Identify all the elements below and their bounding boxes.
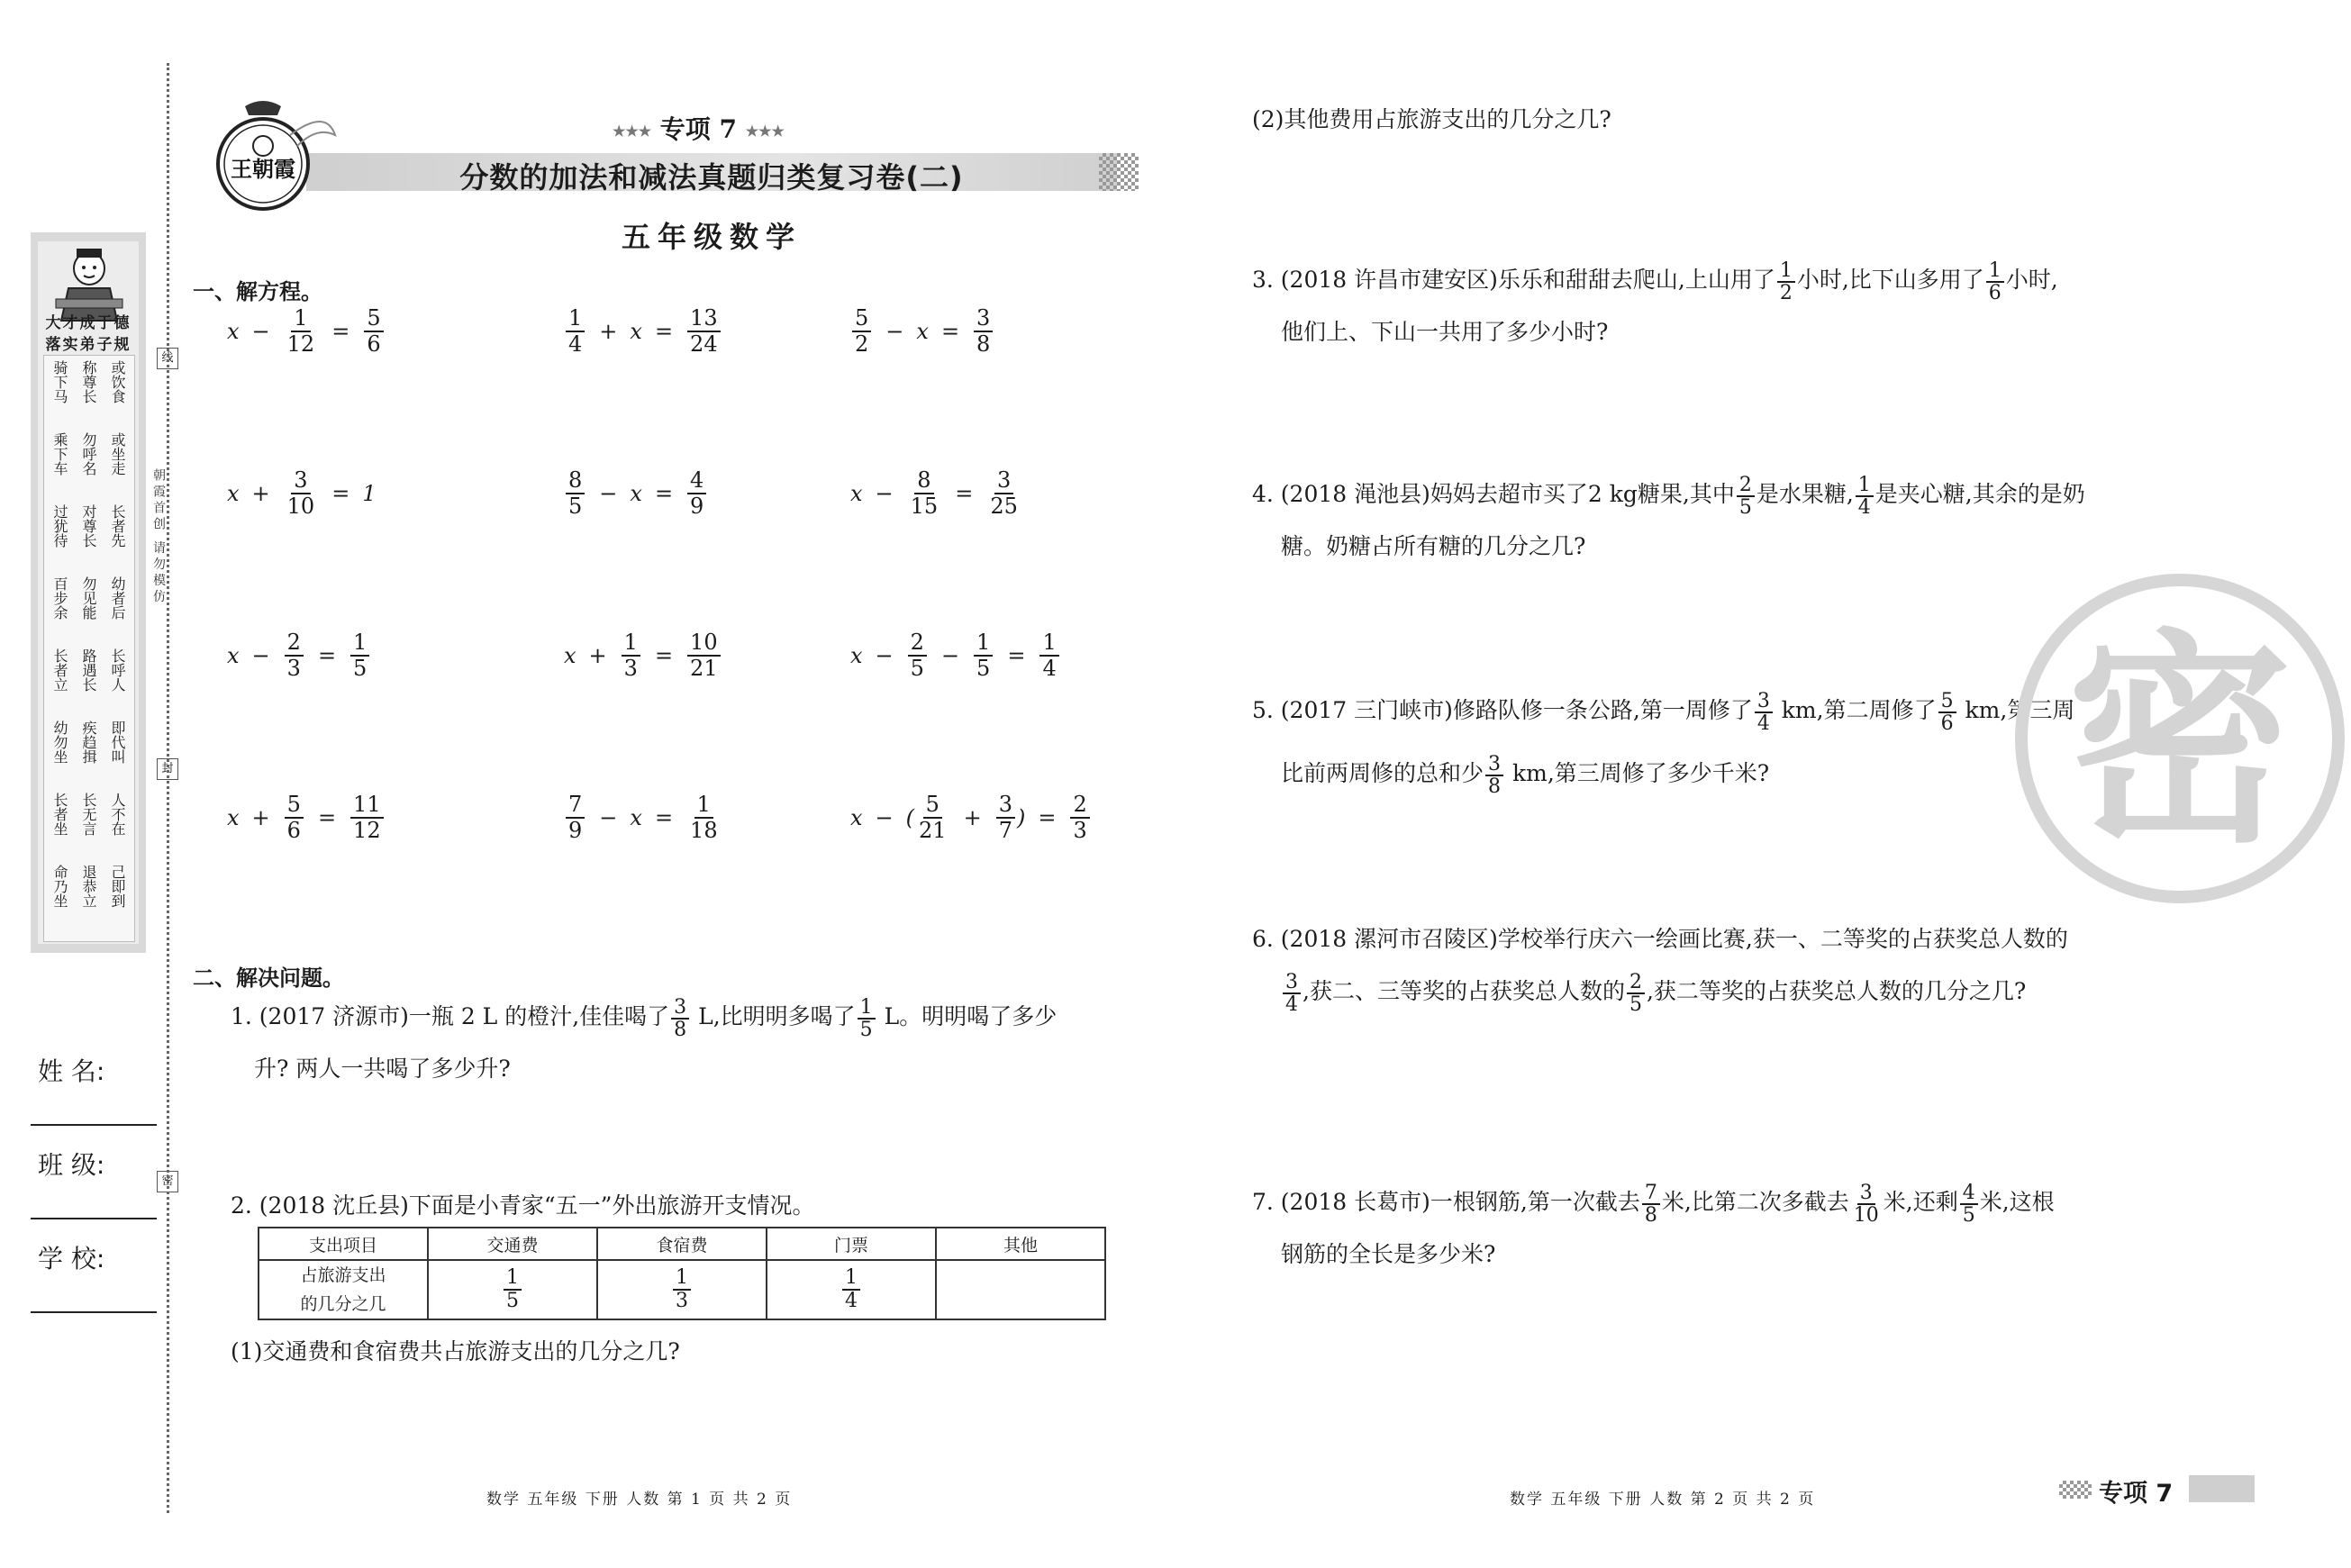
rule-text: 幼勿坐 <box>51 721 68 764</box>
text-segment: ,获二、三等奖的占获奖总人数的 <box>1303 978 1625 1004</box>
denominator: 6 <box>1988 281 2002 304</box>
table-cell-empty <box>936 1260 1105 1319</box>
text-segment <box>1642 1183 1660 1226</box>
numerator: 3 <box>1283 972 1301 994</box>
fraction <box>285 468 318 519</box>
text-segment: = <box>1038 805 1057 830</box>
footer-right: 数学 五年级 下册 人数 第 2 页 共 2 页 <box>1510 1491 1816 1509</box>
denominator: 9 <box>690 494 704 519</box>
numerator: 10 <box>687 630 721 657</box>
denominator: 10 <box>286 494 315 519</box>
class-field[interactable] <box>31 1218 157 1219</box>
question-2: 2. (2018 沈丘县)下面是小青家“五一”外出旅游开支情况。 <box>231 1192 815 1219</box>
text-segment: x <box>227 481 240 506</box>
numerator: 3 <box>974 306 993 332</box>
text-segment <box>1856 475 1874 518</box>
denominator: 3 <box>623 656 638 681</box>
text-segment: + <box>963 805 982 830</box>
numerator: 5 <box>852 306 871 332</box>
text-segment <box>1283 972 1301 1015</box>
text-segment: L,比明明多喝了 <box>691 1003 856 1029</box>
svg-text:密: 密 <box>2067 611 2292 873</box>
text-segment: x <box>564 643 576 668</box>
equation-1 <box>227 306 386 357</box>
numerator: 1 <box>694 793 713 819</box>
equation-4 <box>227 468 377 519</box>
numerator: 5 <box>1938 691 1956 713</box>
denominator: 5 <box>353 656 368 681</box>
section-1-title: 一、解方程。 <box>193 279 322 304</box>
text-segment: 米,还剩 <box>1883 1189 1958 1215</box>
table-header: 其他 <box>936 1228 1105 1260</box>
fraction <box>974 630 993 681</box>
numerator: 7 <box>566 793 585 819</box>
cut-mark-line: 线 <box>157 348 178 369</box>
numerator: 4 <box>1960 1183 1978 1205</box>
numerator: 1 <box>504 1267 522 1291</box>
denominator: 3 <box>286 656 301 681</box>
denominator: 3 <box>1073 818 1087 843</box>
numerator: 2 <box>1627 972 1645 994</box>
rule-text: 骑下马 <box>51 360 68 403</box>
text-segment: x <box>227 319 240 344</box>
text-segment <box>1777 260 1795 304</box>
text-segment: − <box>875 805 894 830</box>
text-segment: 是夹心糖,其余的是奶 <box>1874 481 2085 507</box>
stars-right: ★★★ <box>745 122 785 140</box>
rule-text: 百步余 <box>51 576 68 620</box>
denominator: 10 <box>1853 1203 1879 1227</box>
equation-11 <box>564 793 722 843</box>
text-segment: 4. (2018 渑池县)妈妈去超市买了2 kg糖果,其中 <box>1252 481 1735 507</box>
numerator: 2 <box>908 630 927 657</box>
footer-left: 数学 五年级 下册 人数 第 1 页 共 2 页 <box>486 1491 793 1509</box>
numerator: 3 <box>996 793 1015 819</box>
equation-9 <box>850 630 1061 681</box>
special-tab: 专项 7 <box>2099 1480 2174 1508</box>
denominator: 9 <box>568 818 583 843</box>
denominator: 2 <box>855 331 869 357</box>
numerator: 3 <box>1485 754 1503 776</box>
numerator: 11 <box>350 793 384 819</box>
text-segment: − <box>885 319 904 344</box>
fraction <box>1070 793 1089 843</box>
text-segment: 比前两周修的总和少 <box>1281 760 1484 786</box>
denominator: 12 <box>286 331 315 357</box>
denominator: 8 <box>1644 1203 1657 1227</box>
motto-line-1: 大才成于德 <box>45 314 132 332</box>
numerator: 5 <box>364 306 383 332</box>
rule-text: 人不在 <box>109 793 126 836</box>
special-number: 专项 7 <box>659 114 738 144</box>
text-segment: x <box>630 805 642 830</box>
denominator: 5 <box>1629 992 1642 1016</box>
fraction <box>908 468 941 519</box>
class-label: 班 级: <box>38 1150 105 1180</box>
equation-3 <box>850 306 994 357</box>
text-segment <box>1737 475 1755 518</box>
table-header: 支出项目 <box>259 1228 428 1260</box>
text-segment: km,第二周修了 <box>1774 697 1937 723</box>
fraction <box>908 630 927 681</box>
cut-mark-secret: 密 <box>157 1171 178 1192</box>
copyright-note: 朝霞首创 请勿模仿 <box>151 468 166 606</box>
name-field[interactable] <box>31 1124 157 1126</box>
school-label: 学 校: <box>38 1244 105 1273</box>
question-1 <box>231 991 1057 1043</box>
denominator: 5 <box>976 656 991 681</box>
rule-text: 长呼人 <box>109 648 126 692</box>
stars-left: ★★★ <box>613 122 652 140</box>
text-segment: ) <box>1016 805 1026 830</box>
text-segment: x <box>630 319 642 344</box>
table-row <box>259 1260 1105 1319</box>
question-5-line-2 <box>1281 748 1769 800</box>
rule-text: 疾趋揖 <box>80 721 97 764</box>
numerator: 1 <box>1039 630 1058 657</box>
denominator: 4 <box>1857 495 1871 519</box>
numerator: 1 <box>566 306 585 332</box>
q1-fraction-1 <box>671 997 689 1040</box>
question-3-line-2: 他们上、下山一共用了多少小时? <box>1281 319 1609 345</box>
fraction <box>996 793 1015 843</box>
rule-text: 勿呼名 <box>80 432 97 476</box>
fraction <box>687 468 706 519</box>
denominator: 5 <box>506 1290 519 1312</box>
text-segment <box>1627 972 1645 1015</box>
text-segment <box>1851 1183 1882 1226</box>
text-segment: 米,比第二次多截去 <box>1661 1189 1849 1215</box>
question-4 <box>1252 468 2085 521</box>
text-segment: ,获二等奖的占获奖总人数的几分之几? <box>1646 978 2027 1004</box>
equation-8 <box>564 630 722 681</box>
text-segment: − <box>875 481 894 506</box>
numerator: 3 <box>994 468 1013 494</box>
fraction <box>350 793 384 843</box>
denominator: 4 <box>1756 711 1770 735</box>
rule-text: 长者先 <box>109 504 126 548</box>
text-segment: km,第三周修了多少千米? <box>1505 760 1770 786</box>
text-segment: 的几分之几 <box>300 1294 386 1314</box>
table-header-row <box>259 1228 1105 1260</box>
q1-fraction-2 <box>858 997 876 1040</box>
question-7 <box>1252 1176 2055 1228</box>
page-title: 分数的加法和减法真题归类复习卷(二) <box>459 160 964 195</box>
text-segment: − <box>251 643 270 668</box>
text-segment: = <box>654 643 674 668</box>
section-2-title: 二、解决问题。 <box>193 965 344 991</box>
rule-text: 路遇长 <box>80 648 97 692</box>
text-segment: = <box>654 805 674 830</box>
numerator: 1 <box>1777 260 1795 283</box>
name-label: 姓 名: <box>38 1056 105 1086</box>
text-segment: L。明明喝了多少 <box>876 1003 1057 1029</box>
numerator: 2 <box>1070 793 1089 819</box>
text-segment: + <box>251 481 270 506</box>
denominator: 5 <box>859 1018 873 1041</box>
table-header: 食宿费 <box>597 1228 767 1260</box>
denominator: 21 <box>690 656 718 681</box>
rule-text: 长无言 <box>80 793 97 836</box>
text-segment: − <box>940 643 960 668</box>
text-segment <box>1960 1183 1978 1226</box>
rule-text: 称尊长 <box>80 360 97 403</box>
denominator: 4 <box>845 1290 858 1312</box>
numerator: 3 <box>1755 691 1773 713</box>
row-label <box>259 1260 428 1319</box>
numerator: 1 <box>1856 475 1874 497</box>
denominator: 8 <box>1488 775 1502 798</box>
rule-text: 幼者后 <box>109 576 126 620</box>
school-field[interactable] <box>31 1311 157 1313</box>
fraction <box>916 793 949 843</box>
numerator: 3 <box>291 468 310 494</box>
text-segment: 小时, <box>2005 267 2058 293</box>
numerator: 3 <box>1857 1183 1875 1205</box>
numerator: 1 <box>858 997 876 1020</box>
text-segment: x <box>630 481 642 506</box>
numerator: 1 <box>291 306 310 332</box>
denominator: 8 <box>674 1018 687 1041</box>
numerator: 1 <box>350 630 369 657</box>
rule-text: 命乃坐 <box>51 865 68 908</box>
rule-text: 长者立 <box>51 648 68 692</box>
equation-12 <box>850 793 1092 843</box>
denominator: 2 <box>1779 281 1793 304</box>
denominator: 6 <box>286 818 301 843</box>
equation-2 <box>564 306 722 357</box>
text-segment: = <box>331 319 350 344</box>
numerator: 7 <box>1642 1183 1660 1205</box>
text-segment: = <box>317 805 337 830</box>
denominator: 25 <box>990 494 1018 519</box>
question-5 <box>1252 684 2074 737</box>
rule-text: 长者坐 <box>51 793 68 836</box>
fraction <box>687 793 721 843</box>
fraction <box>987 468 1021 519</box>
numerator: 2 <box>1737 475 1755 497</box>
text-segment: x <box>850 481 863 506</box>
special-label <box>613 110 785 146</box>
denominator: 4 <box>1285 992 1298 1016</box>
text-segment: 5. (2017 三门峡市)修路队修一条公路,第一周修了 <box>1252 697 1753 723</box>
text-segment: 7. (2018 长葛市)一根钢筋,第一次截去 <box>1252 1189 1640 1215</box>
text-segment: − <box>251 319 270 344</box>
numerator: 1 <box>1986 260 2004 283</box>
rule-text: 乘下车 <box>51 432 68 476</box>
fraction <box>350 630 369 681</box>
rule-text: 己即到 <box>109 865 126 908</box>
svg-text:王朝霞: 王朝霞 <box>231 156 295 182</box>
text-segment: + <box>588 643 607 668</box>
fraction <box>852 306 871 357</box>
numerator: 2 <box>285 630 304 657</box>
table-cell <box>767 1260 936 1319</box>
numerator: 3 <box>671 997 689 1020</box>
secret-seal-watermark <box>1991 558 2351 937</box>
equation-6 <box>850 468 1022 519</box>
numerator: 1 <box>974 630 993 657</box>
text-segment: ( <box>905 805 915 830</box>
fraction <box>285 793 304 843</box>
text-segment: x <box>850 643 863 668</box>
denominator: 3 <box>676 1290 688 1312</box>
text-segment: − <box>599 805 618 830</box>
numerator: 1 <box>673 1267 691 1291</box>
fraction <box>687 630 721 681</box>
tab-checker-pattern <box>2059 1481 2092 1499</box>
denominator: 21 <box>919 818 947 843</box>
text-segment: x <box>227 643 240 668</box>
text-segment: 小时,比下山多用了 <box>1796 267 1984 293</box>
cut-mark-seal: 封 <box>157 758 178 780</box>
question-6-line-2 <box>1281 965 2026 1018</box>
fraction <box>285 306 318 357</box>
numerator: 8 <box>914 468 933 494</box>
rule-text: 即代叫 <box>109 721 126 764</box>
denominator: 6 <box>367 331 381 357</box>
numerator: 4 <box>687 468 706 494</box>
rule-text: 或坐走 <box>109 432 126 476</box>
fraction <box>566 306 585 357</box>
text-segment: + <box>599 319 618 344</box>
motto-line-2: 落实弟子规 <box>45 336 132 354</box>
numerator: 8 <box>566 468 585 494</box>
text-segment: x <box>916 319 929 344</box>
page-subtitle: 五年级数学 <box>621 220 802 254</box>
numerator: 13 <box>687 306 721 332</box>
text-segment: 1. (2017 济源市)一瓶 2 L 的橙汁,佳佳喝了 <box>231 1003 670 1029</box>
text-segment: 米,这根 <box>1979 1189 2055 1215</box>
text-segment: = <box>331 481 350 506</box>
text-segment: = <box>955 481 974 506</box>
text-segment: 是水果糖, <box>1756 481 1854 507</box>
text-segment: x <box>850 805 863 830</box>
denominator: 5 <box>1738 495 1752 519</box>
text-segment <box>1986 260 2004 304</box>
denominator: 6 <box>1940 711 1954 735</box>
numerator: 5 <box>285 793 304 819</box>
denominator: 4 <box>1042 656 1057 681</box>
equation-10 <box>227 793 386 843</box>
fraction <box>687 306 721 357</box>
question-1-line-2: 升? 两人一共喝了多少升? <box>254 1056 511 1082</box>
rule-text: 对尊长 <box>80 504 97 548</box>
text-segment <box>1938 691 1956 734</box>
table-cell <box>597 1260 767 1319</box>
text-segment: 占旅游支出 <box>300 1265 386 1285</box>
fraction <box>974 306 993 357</box>
denominator: 12 <box>353 818 381 843</box>
numerator: 5 <box>923 793 942 819</box>
rule-text: 退恭立 <box>80 865 97 908</box>
text-segment <box>1485 754 1503 797</box>
fraction <box>622 630 640 681</box>
denominator: 5 <box>568 494 583 519</box>
text-segment <box>1755 691 1773 734</box>
text-segment: 1 <box>362 481 377 506</box>
fraction <box>566 468 585 519</box>
question-6: 6. (2018 漯河市召陵区)学校举行庆六一绘画比赛,获一、二等奖的占获奖总人数的 <box>1252 926 2068 952</box>
text-segment: = <box>940 319 960 344</box>
fraction <box>1039 630 1058 681</box>
text-segment: + <box>251 805 270 830</box>
question-2-sub-2: (2)其他费用占旅游支出的几分之几? <box>1252 106 1611 132</box>
text-segment: = <box>654 481 674 506</box>
text-segment: = <box>317 643 337 668</box>
question-3 <box>1252 254 2058 306</box>
equation-5 <box>564 468 708 519</box>
text-segment: km,第三周 <box>1957 697 2075 723</box>
rule-text: 或饮食 <box>109 360 126 403</box>
denominator: 18 <box>690 818 718 843</box>
table-header: 门票 <box>767 1228 936 1260</box>
denominator: 7 <box>998 818 1012 843</box>
expense-table <box>258 1227 1106 1320</box>
denominator: 15 <box>910 494 939 519</box>
fraction <box>566 793 585 843</box>
text-segment: = <box>1007 643 1026 668</box>
denominator: 8 <box>976 331 991 357</box>
rule-text: 勿见能 <box>80 576 97 620</box>
denominator: 5 <box>910 656 924 681</box>
denominator: 24 <box>690 331 718 357</box>
binding-dotted-line <box>167 63 169 1513</box>
text-segment: 3. (2018 许昌市建安区)乐乐和甜甜去爬山,上山用了 <box>1252 267 1775 293</box>
text-segment: − <box>599 481 618 506</box>
fraction <box>364 306 383 357</box>
text-segment: = <box>654 319 674 344</box>
denominator: 4 <box>568 331 583 357</box>
rule-text: 过犹待 <box>51 504 68 548</box>
question-2-sub-1: (1)交通费和食宿费共占旅游支出的几分之几? <box>231 1338 680 1364</box>
text-segment: − <box>875 643 894 668</box>
text-segment: x <box>227 805 240 830</box>
denominator: 5 <box>1962 1203 1975 1227</box>
question-4-line-2: 糖。奶糖占所有糖的几分之几? <box>1281 533 1586 559</box>
numerator: 1 <box>842 1267 860 1291</box>
table-cell <box>428 1260 597 1319</box>
equation-7 <box>227 630 371 681</box>
fraction <box>285 630 304 681</box>
numerator: 1 <box>622 630 640 657</box>
table-header: 交通费 <box>428 1228 597 1260</box>
tab-bar <box>2189 1475 2255 1502</box>
question-7-line-2: 钢筋的全长是多少米? <box>1281 1241 1496 1267</box>
